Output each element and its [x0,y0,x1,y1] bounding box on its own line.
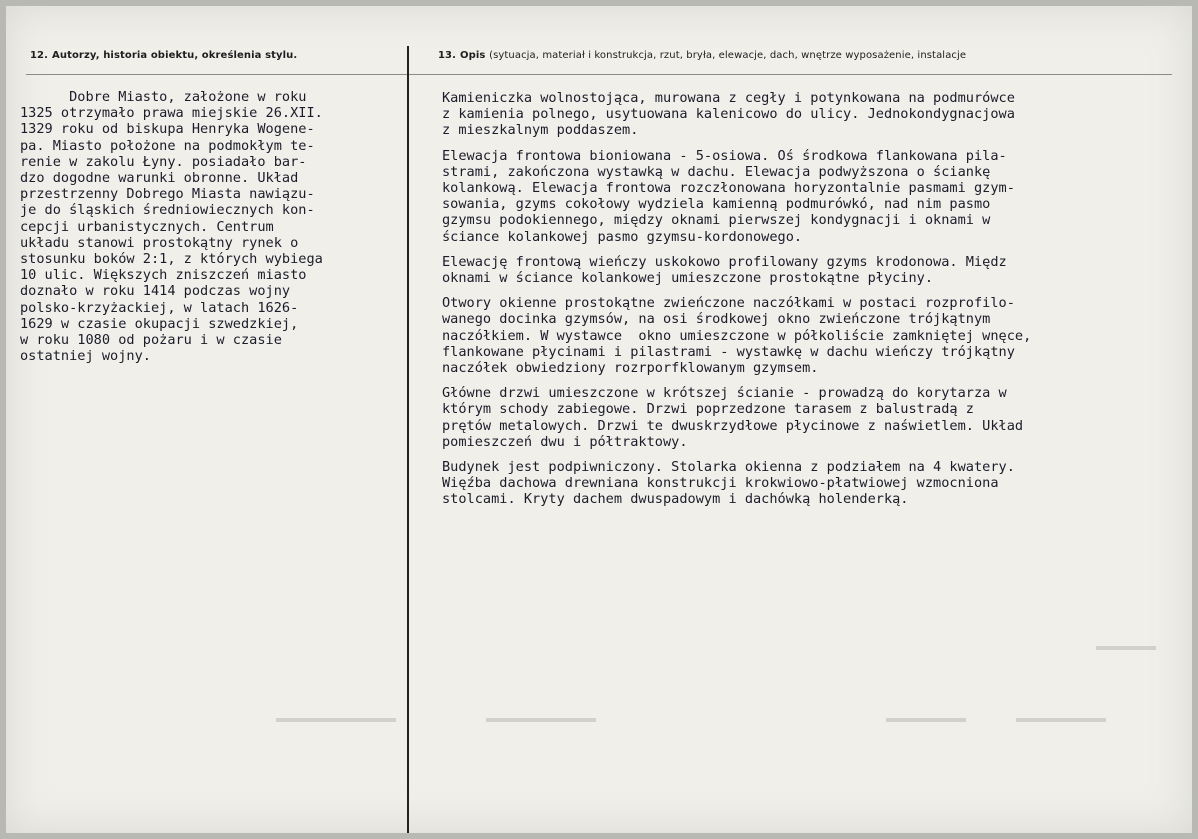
description-paragraph [442,148,1182,245]
description-line: prętów metalowych. Drzwi te dwuskrzydłowe płycinowe z naświetlem. Układ [442,417,1024,434]
description-paragraph [442,459,1182,508]
description-line: stolcami. Kryty dachem dwuspadowym i dachówką holenderką. [442,491,909,508]
section-13-heading [438,50,966,61]
history-line: 10 ulic. Większych zniszczeń miasto [20,267,307,284]
description-line: z kamienia polnego, usytuowana kalenicowo do ulicy. Jednokondygnacjowa [442,106,1015,123]
history-line: układu stanowi prostokątny rynek o [20,234,299,251]
description-paragraph [442,385,1182,450]
section-12-number: 12. [30,50,49,61]
description-line: naczółek obwiedziony rozrporfklowanym gzymsem. [442,360,819,377]
history-line: cepcji urbanistycznych. Centrum [20,218,274,235]
offset-mark [486,718,596,722]
history-line: stosunku boków 2:1, z których wybiega [20,251,323,268]
history-line: dzo dogodne warunki obronne. Układ [20,170,299,187]
section-13-number: 13. [438,50,457,61]
description-line: którym schody zabiegowe. Drzwi poprzedzone tarasem z balustradą z [442,401,974,418]
description-line: ściance kolankowej pasmo gzymsu-kordonowego. [442,228,803,245]
description-line: Główne drzwi umieszczone w krótszej ścianie - prowadzą do korytarza w [442,385,1007,402]
history-line: w roku 1080 od pożaru i w czasie [20,332,282,349]
offset-mark [1096,646,1156,650]
history-line: doznało w roku 1414 podczas wojny [20,283,291,300]
description-paragraph [442,90,1182,139]
history-line: polsko-krzyżackiej, w latach 1626- [20,299,299,316]
description-paragraph [442,254,1182,286]
history-line: Dobre Miasto, założone w roku [20,89,307,105]
description-line: pomieszczeń dwu i półtraktowy. [442,433,688,450]
description-line: gzymsu podokiennego, między oknami pierwszej kondygnacji i oknami w [442,212,991,229]
description-line: Otwory okienne prostokątne zwieńczone naczółkami w postaci rozprofilo- [442,295,1015,312]
description-line: kolankową. Elewacja frontowa rozczłonowana horyzontalnie pasmami gzym- [442,180,1015,197]
description-line: oknami w ściance kolankowej umieszczone prostokątne płyciny. [442,270,934,287]
history-line: przestrzenny Dobrego Miasta nawiązu- [20,186,315,203]
description-line: Elewacja frontowa bioniowana - 5-osiowa. Oś środkowa flankowana pila- [442,147,1007,164]
section-12-heading [30,50,297,61]
column-divider [407,46,409,833]
form-sheet [6,6,1192,833]
description-line: z mieszkalnym poddaszem. [442,122,639,139]
header-divider [26,74,1172,75]
history-line: 1325 otrzymało prawa miejskie 26.XII. [20,105,323,122]
description-line: naczółkiem. W wystawce okno umieszczone w półkoliście zamkniętej wnęce, [442,327,1032,344]
history-column [20,89,406,364]
description-line: Kamieniczka wolnostojąca, murowana z cegły i potynkowana na podmurówce [442,90,1015,106]
description-line: Elewację frontową wieńczy uskokowo profilowany gzyms krodonowa. Międz [442,253,1007,270]
history-line: pa. Miasto położone na podmokłym te- [20,137,315,154]
history-line: 1629 w czasie okupacji szwedzkiej, [20,315,299,332]
section-12-title: Autorzy, historia obiektu, określenia stylu. [52,50,298,61]
offset-mark [276,718,396,722]
description-line: Więźba dachowa drewniana konstrukcji krokwiowo-płatwiowej wzmocniona [442,475,999,492]
section-13-title: Opis [460,50,486,61]
description-column [442,90,1182,517]
description-line: Budynek jest podpiwniczony. Stolarka okienna z podziałem na 4 kwatery. [442,459,1015,476]
history-line: 1329 roku od biskupa Henryka Wogene- [20,121,315,138]
description-line: sowania, gzyms cokołowy wydziela kamienną podmurówkó, nad nim pasmo [442,196,991,213]
offset-mark [1016,718,1106,722]
description-line: wanego docinka gzymsów, na osi środkowej okno zwieńczone trójkątnym [442,311,991,328]
section-13-subtitle: (sytuacja, materiał i konstrukcja, rzut, bryła, elewacje, dach, wnętrze wyposażenie, instalacje [489,50,967,61]
history-line: je do śląskich średniowiecznych kon- [20,202,315,219]
history-line: ostatniej wojny. [20,348,151,365]
history-line: renie w zakolu Łyny. posiadało bar- [20,153,307,170]
description-paragraph [442,295,1182,376]
description-line: flankowane płycinami i pilastrami - wystawkę w dachu wieńczy trójkątny [442,343,1015,360]
offset-mark [886,718,966,722]
description-line: strami, zakończona wystawką w dachu. Elewacja podwyższona o ściankę [442,163,991,180]
